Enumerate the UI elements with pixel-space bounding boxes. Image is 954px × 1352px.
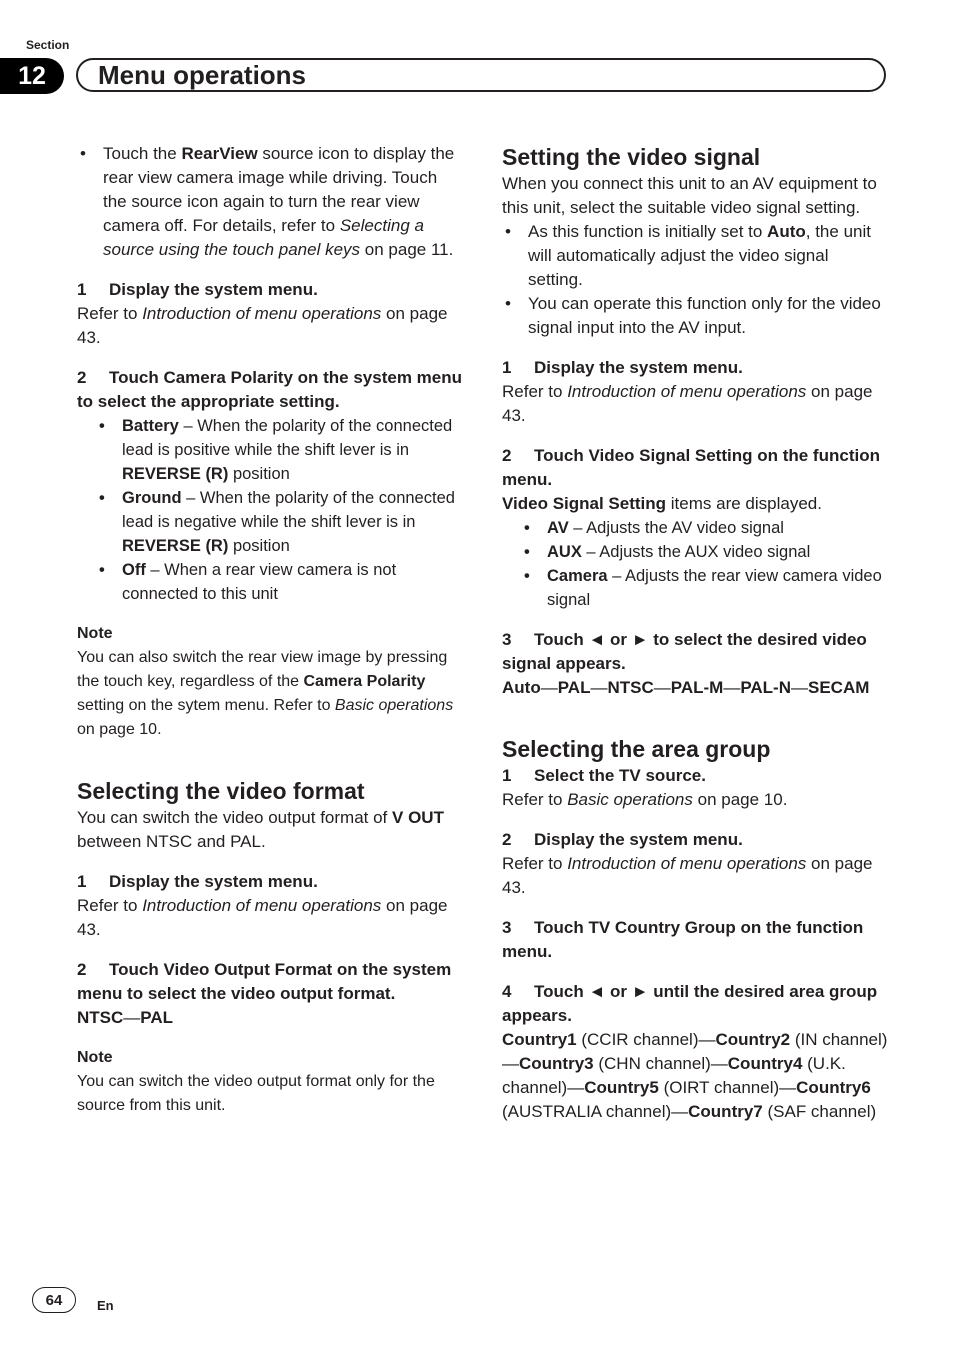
note-heading: Note bbox=[77, 1049, 113, 1066]
camera-step-1-ref: Refer to Introduction of menu operations on page 43. bbox=[77, 304, 448, 347]
country-group-sequence: Country1 (CCIR channel)—Country2 (IN channel)—Country3 (CHN channel)—Country4 (U.K. channel)—Country5 (OIRT channel)—Country6 (AUSTRALIA channel)—Country7 (SAF channel) bbox=[502, 1030, 888, 1121]
video-signal-item-av: • AV – Adjusts the AV video signal bbox=[502, 516, 888, 540]
note-text: You can switch the video output format only for the source from this unit. bbox=[77, 1073, 435, 1114]
area-group-step-1: 1 Select the TV source. bbox=[502, 766, 706, 785]
area-group-step-2-ref: Refer to Introduction of menu operations on page 43. bbox=[502, 854, 873, 897]
area-group-step-1-ref: Refer to Basic operations on page 10. bbox=[502, 790, 788, 809]
video-format-step-2: 2 Touch Video Output Format on the system menu to select the video output format. bbox=[77, 960, 452, 1003]
video-signal-bullet-auto: • As this function is initially set to Auto, the unit will automatically adjust the video signal setting. bbox=[502, 220, 888, 292]
video-format-heading: Selecting the video format bbox=[77, 778, 365, 804]
video-signal-step-1: 1 Display the system menu. bbox=[502, 358, 743, 377]
chapter-title-box bbox=[76, 58, 886, 92]
polarity-option-ground: • Ground – When the polarity of the connected lead is negative while the shift lever is in REVERSE (R) position bbox=[77, 486, 463, 558]
video-signal-item-aux: • AUX – Adjusts the AUX video signal bbox=[502, 540, 888, 564]
video-signal-heading: Setting the video signal bbox=[502, 144, 761, 170]
video-signal-sequence: Auto—PAL—NTSC—PAL-M—PAL-N—SECAM bbox=[502, 678, 870, 697]
section-number-badge: 12 bbox=[0, 58, 64, 94]
camera-step-2: 2 Touch Camera Polarity on the system menu to select the appropriate setting. bbox=[77, 368, 462, 411]
video-signal-intro: When you connect this unit to an AV equipment to this unit, select the suitable video signal setting. bbox=[502, 174, 877, 217]
video-format-step-1-ref: Refer to Introduction of menu operations on page 43. bbox=[77, 896, 448, 939]
polarity-option-battery: • Battery – When the polarity of the connected lead is positive while the shift lever is in REVERSE (R) position bbox=[77, 414, 463, 486]
video-signal-step-1-ref: Refer to Introduction of menu operations on page 43. bbox=[502, 382, 873, 425]
area-group-step-2: 2 Display the system menu. bbox=[502, 830, 743, 849]
left-column bbox=[77, 142, 463, 1118]
area-group-step-4: 4 Touch ◄ or ► until the desired area group appears. bbox=[502, 982, 878, 1025]
area-group-heading: Selecting the area group bbox=[502, 736, 771, 762]
video-format-step-1: 1 Display the system menu. bbox=[77, 872, 318, 891]
video-signal-step-3: 3 Touch ◄ or ► to select the desired video signal appears. bbox=[502, 630, 867, 673]
page-number: 64 bbox=[32, 1287, 76, 1313]
video-signal-bullet-av: • You can operate this function only for the video signal input into the AV input. bbox=[502, 292, 888, 340]
area-group-step-3: 3 Touch TV Country Group on the function menu. bbox=[502, 918, 864, 961]
right-column bbox=[502, 142, 888, 1124]
note-heading: Note bbox=[77, 625, 113, 642]
video-signal-step-2: 2 Touch Video Signal Setting on the function menu. bbox=[502, 446, 880, 489]
note-text: You can also switch the rear view image by pressing the touch key, regardless of the Camera Polarity setting on the sytem menu. Refer to Basic operations on page 10. bbox=[77, 649, 454, 738]
section-label: Section bbox=[26, 38, 70, 52]
video-format-options: NTSC—PAL bbox=[77, 1008, 174, 1027]
chapter-title: Menu operations bbox=[98, 59, 307, 90]
video-signal-items-intro: Video Signal Setting items are displayed. bbox=[502, 494, 822, 513]
rearview-bullet: • Touch the RearView source icon to display the rear view camera image while driving. Touch the source icon again to turn the rear view camera off. For details, refer to Selecting a source using the touch panel keys on page 11. bbox=[77, 142, 463, 262]
video-format-intro: You can switch the video output format of V OUT between NTSC and PAL. bbox=[77, 808, 444, 851]
video-signal-item-camera: • Camera – Adjusts the rear view camera video signal bbox=[502, 564, 888, 612]
polarity-option-off: • Off – When a rear view camera is not connected to this unit bbox=[77, 558, 463, 606]
camera-step-1: 1 Display the system menu. bbox=[77, 280, 318, 299]
language-label: En bbox=[97, 1298, 114, 1313]
